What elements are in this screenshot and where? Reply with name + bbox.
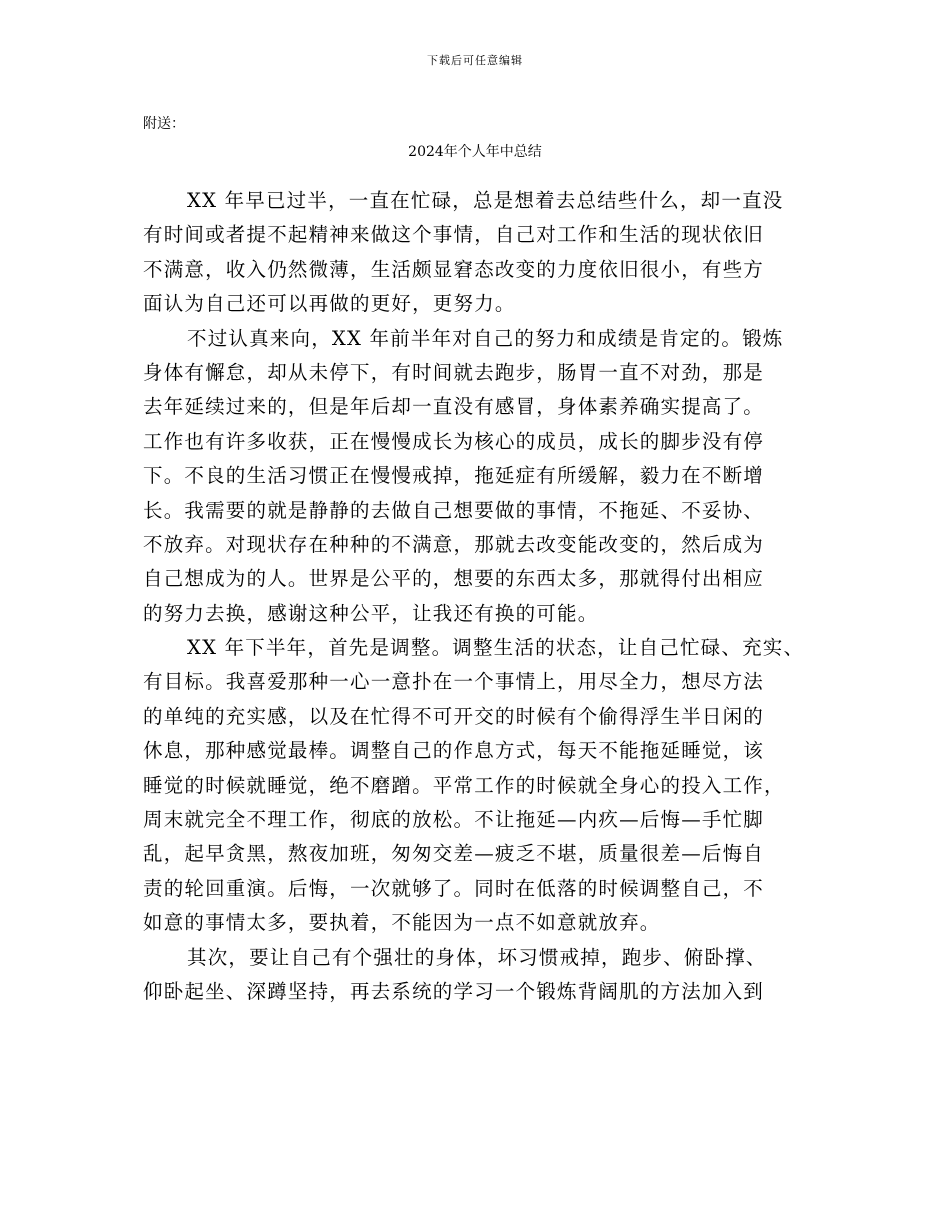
paragraph-line: 有时间或者提不起精神来做这个事情，自己对工作和生活的现状依旧 — [143, 223, 765, 247]
paragraph-line: 长。我需要的就是静静的去做自己想要做的事情，不拖延、不妥协、 — [143, 498, 765, 522]
paragraph-line: 不过认真来向，XX 年前半年对自己的努力和成绩是肯定的。锻炼 — [187, 326, 784, 350]
paragraph-line: 身体有懈怠，却从未停下，有时间就去跑步，肠胃一直不对劲，那是 — [143, 360, 765, 384]
paragraph-line: 有目标。我喜爱那种一心一意扑在一个事情上，用尽全力，想尽方法 — [143, 670, 765, 694]
attachment-label: 附送： — [143, 116, 185, 132]
paragraph-line: 乱，起早贪黑，熬夜加班，匆匆交差—疲乏不堪，质量很差—后悔自 — [143, 842, 765, 866]
paragraph-line: 休息，那种感觉最棒。调整自己的作息方式，每天不能拖延睡觉，该 — [143, 739, 765, 763]
paragraph-line: 责的轮回重演。后悔，一次就够了。同时在低落的时候调整自己，不 — [143, 876, 765, 900]
paragraph-line: 睡觉的时候就睡觉，绝不磨蹭。平常工作的时候就全身心的投入工作， — [143, 773, 785, 797]
paragraph-line: 的单纯的充实感，以及在忙得不可开交的时候有个偷得浮生半日闲的 — [143, 704, 765, 728]
paragraph-line: 不放弃。对现状存在种种的不满意，那就去改变能改变的，然后成为 — [143, 532, 765, 556]
paragraph-line: 其次，要让自己有个强壮的身体，坏习惯戒掉，跑步、俯卧撑、 — [187, 945, 767, 969]
paragraph-line: 去年延续过来的，但是年后却一直没有感冒，身体素养确实提高了。 — [143, 395, 765, 419]
paragraph-line: 周末就完全不理工作，彻底的放松。不让拖延—内疚—后悔—手忙脚 — [143, 808, 765, 832]
paragraph-line: 自己想成为的人。世界是公平的，想要的东西太多，那就得付出相应 — [143, 567, 765, 591]
paragraph-line: 的努力去换，感谢这种公平，让我还有换的可能。 — [143, 601, 599, 625]
page-header-note: 下载后可任意编辑 — [427, 54, 523, 67]
document-body — [143, 184, 823, 1009]
paragraph-line: XX 年下半年，首先是调整。调整生活的状态，让自己忙碌、充实、 — [187, 636, 805, 660]
paragraph-line: 下。不良的生活习惯正在慢慢戒掉，拖延症有所缓解，毅力在不断增 — [143, 464, 765, 488]
paragraph-line: XX 年早已过半，一直在忙碌，总是想着去总结些什么，却一直没 — [187, 189, 784, 212]
document-title: 2024年个人年中总结 — [408, 144, 542, 160]
paragraph-line: 仰卧起坐、深蹲坚持，再去系统的学习一个锻炼背阔肌的方法加入到 — [143, 979, 765, 1003]
paragraph-line: 面认为自己还可以再做的更好，更努力。 — [143, 292, 516, 316]
paragraph-line: 工作也有许多收获，正在慢慢成长为核心的成员，成长的脚步没有停 — [143, 429, 765, 453]
paragraph-line: 如意的事情太多，要执着，不能因为一点不如意就放弃。 — [143, 911, 661, 935]
paragraph-line: 不满意，收入仍然微薄，生活颇显窘态改变的力度依旧很小，有些方 — [143, 257, 765, 281]
